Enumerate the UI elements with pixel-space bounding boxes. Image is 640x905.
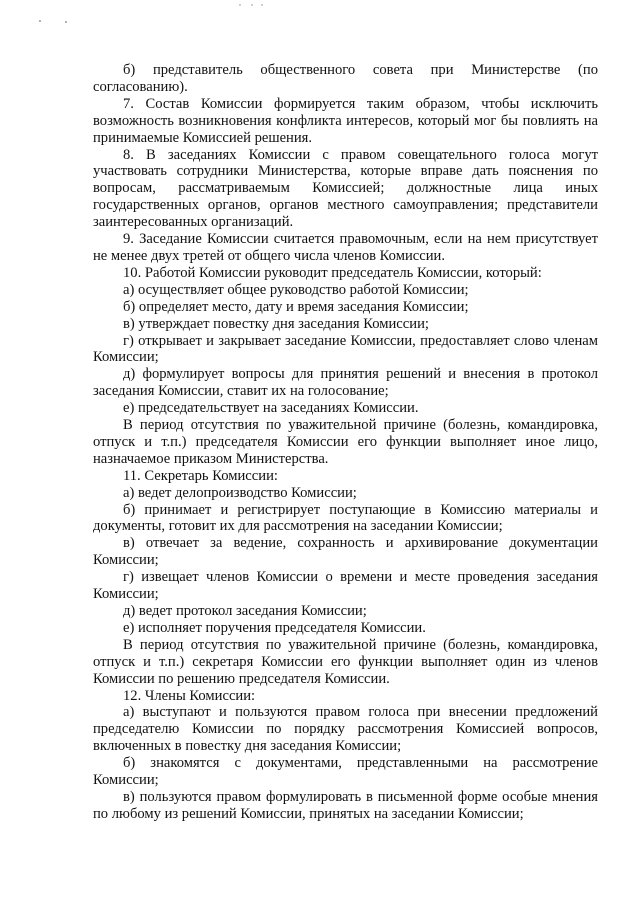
paragraph: д) формулирует вопросы для принятия решений и внесения в протокол заседания Комиссии, ставит их на голосование;: [93, 366, 598, 400]
paragraph: е) исполняет поручения председателя Комиссии.: [123, 619, 426, 636]
paragraph: 7. Состав Комиссии формируется таким образом, чтобы исключить возможность возникновения конфликта интересов, который мог бы повлиять на принимаемые Комиссией решения.: [93, 95, 598, 146]
paragraph: В период отсутствия по уважительной причине (болезнь, командировка, отпуск и т.п.) председателя Комиссии его функции выполняет иное лицо, назначаемое приказом Министерства.: [93, 417, 598, 467]
paragraph: 11. Секретарь Комиссии:: [123, 467, 278, 484]
paragraph: 10. Работой Комиссии руководит председатель Комиссии, который:: [123, 264, 542, 281]
paragraph: 9. Заседание Комиссии считается правомочным, если на нем присутствует не менее двух третей от общего числа членов Комиссии.: [93, 231, 598, 264]
scan-specks: [0, 0, 640, 40]
paragraph: 12. Члены Комиссии:: [123, 687, 256, 704]
paragraph: в) отвечает за ведение, сохранность и архивирование документации Комиссии;: [93, 535, 598, 569]
paragraph: 8. В заседаниях Комиссии с правом совещательного голоса могут участвовать сотрудники Министерства, которые вправе дать пояснения по вопросам, рассматриваемым Комиссией; должностные лица иных государственных органов, органов местного самоуправления; представители заинтересованных организаций.: [93, 146, 598, 231]
paragraph: б) принимает и регистрирует поступающие в Комиссию материалы и документы, готовит их для рассмотрения на заседании Комиссии;: [93, 501, 598, 535]
paragraph: в) утверждает повестку дня заседания Комиссии;: [123, 315, 429, 332]
paragraph: б) определяет место, дату и время заседания Комиссии;: [123, 298, 469, 315]
paragraph: г) открывает и закрывает заседание Комиссии, предоставляет слово членам Комиссии;: [93, 332, 598, 366]
paragraph: г) извещает членов Комиссии о времени и месте проведения заседания Комиссии;: [93, 569, 598, 603]
paragraph: а) выступают и пользуются правом голоса при внесении предложений председателю Комиссии по порядку рассмотрения Комиссией вопросов, включенных в повестку дня заседания Комиссии;: [93, 704, 598, 755]
paragraph: а) осуществляет общее руководство работой Комиссии;: [123, 281, 469, 298]
document-body: [93, 62, 598, 823]
paragraph: б) представитель общественного совета при Министерстве (по согласованию).: [93, 62, 598, 95]
paragraph: В период отсутствия по уважительной причине (болезнь, командировка, отпуск и т.п.) секретаря Комиссии его функции выполняет один из членов Комиссии по решению председателя Комиссии.: [93, 636, 598, 687]
paragraph: а) ведет делопроизводство Комиссии;: [123, 484, 357, 501]
paragraph: е) председательствует на заседаниях Комиссии.: [123, 400, 419, 417]
paragraph: в) пользуются правом формулировать в письменной форме особые мнения по любому из решений Комиссии, принятых на заседании Комиссии;: [93, 788, 598, 822]
paragraph: д) ведет протокол заседания Комиссии;: [123, 603, 367, 619]
paragraph: б) знакомятся с документами, представленными на рассмотрение Комиссии;: [93, 755, 598, 789]
